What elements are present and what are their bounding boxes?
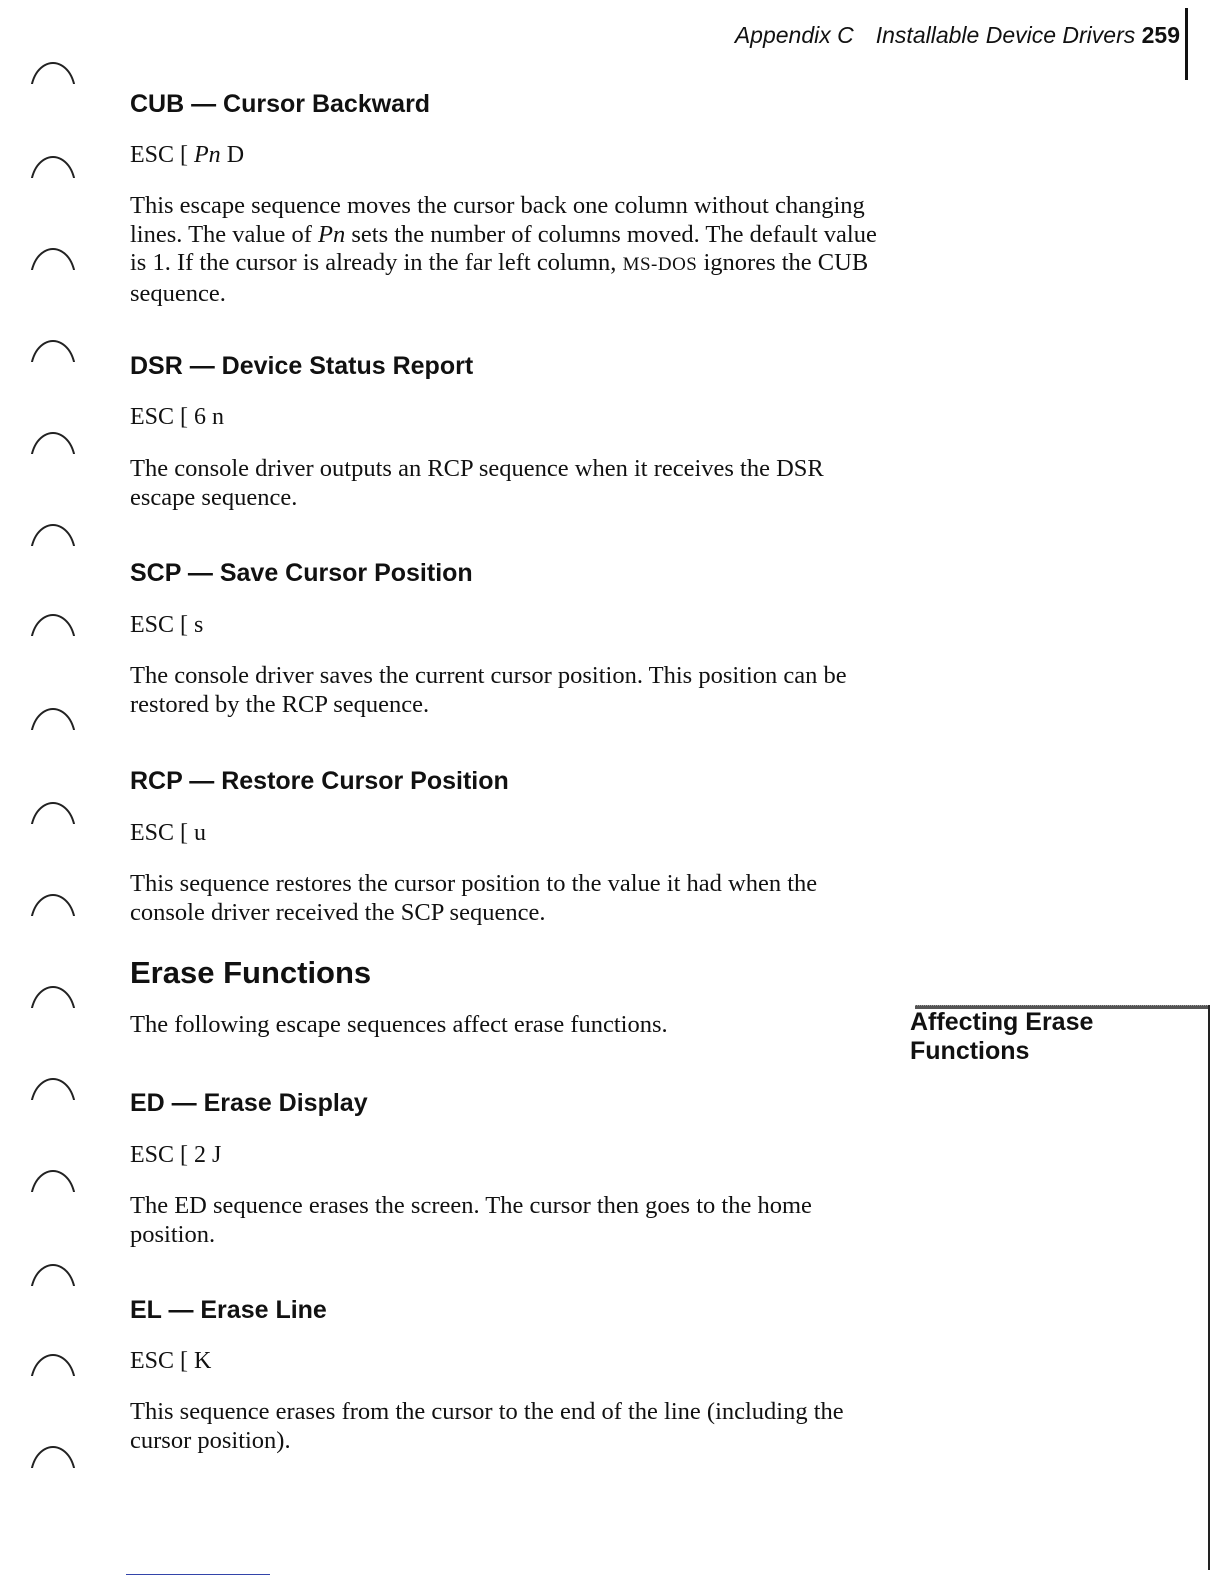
page-number: 259 bbox=[1141, 22, 1180, 48]
dsr-syntax: ESC [ 6 n bbox=[130, 404, 225, 430]
erase-functions-description: The following escape sequences affect erase functions. bbox=[130, 1011, 668, 1038]
cub-syntax-suffix: D bbox=[220, 142, 245, 168]
right-edge-rule bbox=[1208, 1005, 1210, 1570]
cub-body-param: Pn bbox=[318, 220, 346, 248]
appendix-label: Appendix C bbox=[734, 22, 854, 48]
binder-hole bbox=[30, 894, 76, 938]
el-heading: EL — Erase Line bbox=[130, 1296, 327, 1324]
binder-holes bbox=[30, 0, 90, 1584]
page-header bbox=[735, 22, 1180, 49]
cub-body-2: sets the number of columns moved. The default value is 1. If the cursor is already in the far left column, bbox=[130, 220, 877, 276]
rcp-syntax: ESC [ u bbox=[130, 820, 207, 846]
header-rule bbox=[1185, 8, 1188, 80]
chapter-title: Installable Device Drivers bbox=[875, 22, 1136, 48]
dsr-heading: DSR — Device Status Report bbox=[130, 352, 474, 380]
binder-hole bbox=[30, 708, 76, 752]
scp-description: The console driver saves the current cursor position. This position can be restored by the RCP sequence. bbox=[130, 662, 847, 718]
rcp-heading: RCP — Restore Cursor Position bbox=[130, 767, 509, 795]
binder-hole bbox=[30, 1264, 76, 1308]
scp-heading: SCP — Save Cursor Position bbox=[130, 559, 473, 587]
cub-heading: CUB — Cursor Backward bbox=[130, 90, 431, 118]
binder-hole bbox=[30, 524, 76, 568]
binder-hole bbox=[30, 1170, 76, 1214]
cub-syntax bbox=[130, 142, 244, 169]
binder-hole bbox=[30, 156, 76, 200]
rcp-description: This sequence restores the cursor position to the value it had when the console driver received the SCP sequence. bbox=[130, 870, 818, 926]
bottom-rule bbox=[126, 1574, 270, 1575]
binder-hole bbox=[30, 62, 76, 106]
cub-syntax-prefix: ESC [ bbox=[130, 142, 195, 168]
binder-hole bbox=[30, 1446, 76, 1490]
binder-hole bbox=[30, 986, 76, 1030]
binder-hole bbox=[30, 340, 76, 384]
cub-syntax-param: Pn bbox=[194, 142, 221, 168]
binder-hole bbox=[30, 1078, 76, 1122]
cub-body-1: This escape sequence moves the cursor back one column without changing lines. The value of bbox=[130, 192, 865, 248]
binder-hole bbox=[30, 802, 76, 846]
ed-syntax: ESC [ 2 J bbox=[130, 1142, 222, 1168]
el-syntax: ESC [ K bbox=[130, 1348, 212, 1374]
cub-description bbox=[130, 192, 890, 308]
binder-hole bbox=[30, 248, 76, 292]
binder-hole bbox=[30, 432, 76, 476]
dsr-description: The console driver outputs an RCP sequence when it receives the DSR escape sequence. bbox=[130, 455, 824, 511]
ed-heading: ED — Erase Display bbox=[130, 1089, 368, 1117]
cub-body-3: ignores the CUB sequence. bbox=[130, 249, 869, 307]
el-description: This sequence erases from the cursor to the end of the line (including the cursor position). bbox=[130, 1398, 844, 1454]
binder-hole bbox=[30, 1354, 76, 1398]
binder-hole bbox=[30, 614, 76, 658]
margin-note: Affecting Erase Functions bbox=[910, 1008, 1094, 1065]
scp-syntax: ESC [ s bbox=[130, 612, 204, 638]
erase-functions-heading: Erase Functions bbox=[130, 955, 372, 990]
ed-description: The ED sequence erases the screen. The cursor then goes to the home position. bbox=[130, 1192, 812, 1248]
msdos-label: MS-DOS bbox=[622, 254, 698, 275]
